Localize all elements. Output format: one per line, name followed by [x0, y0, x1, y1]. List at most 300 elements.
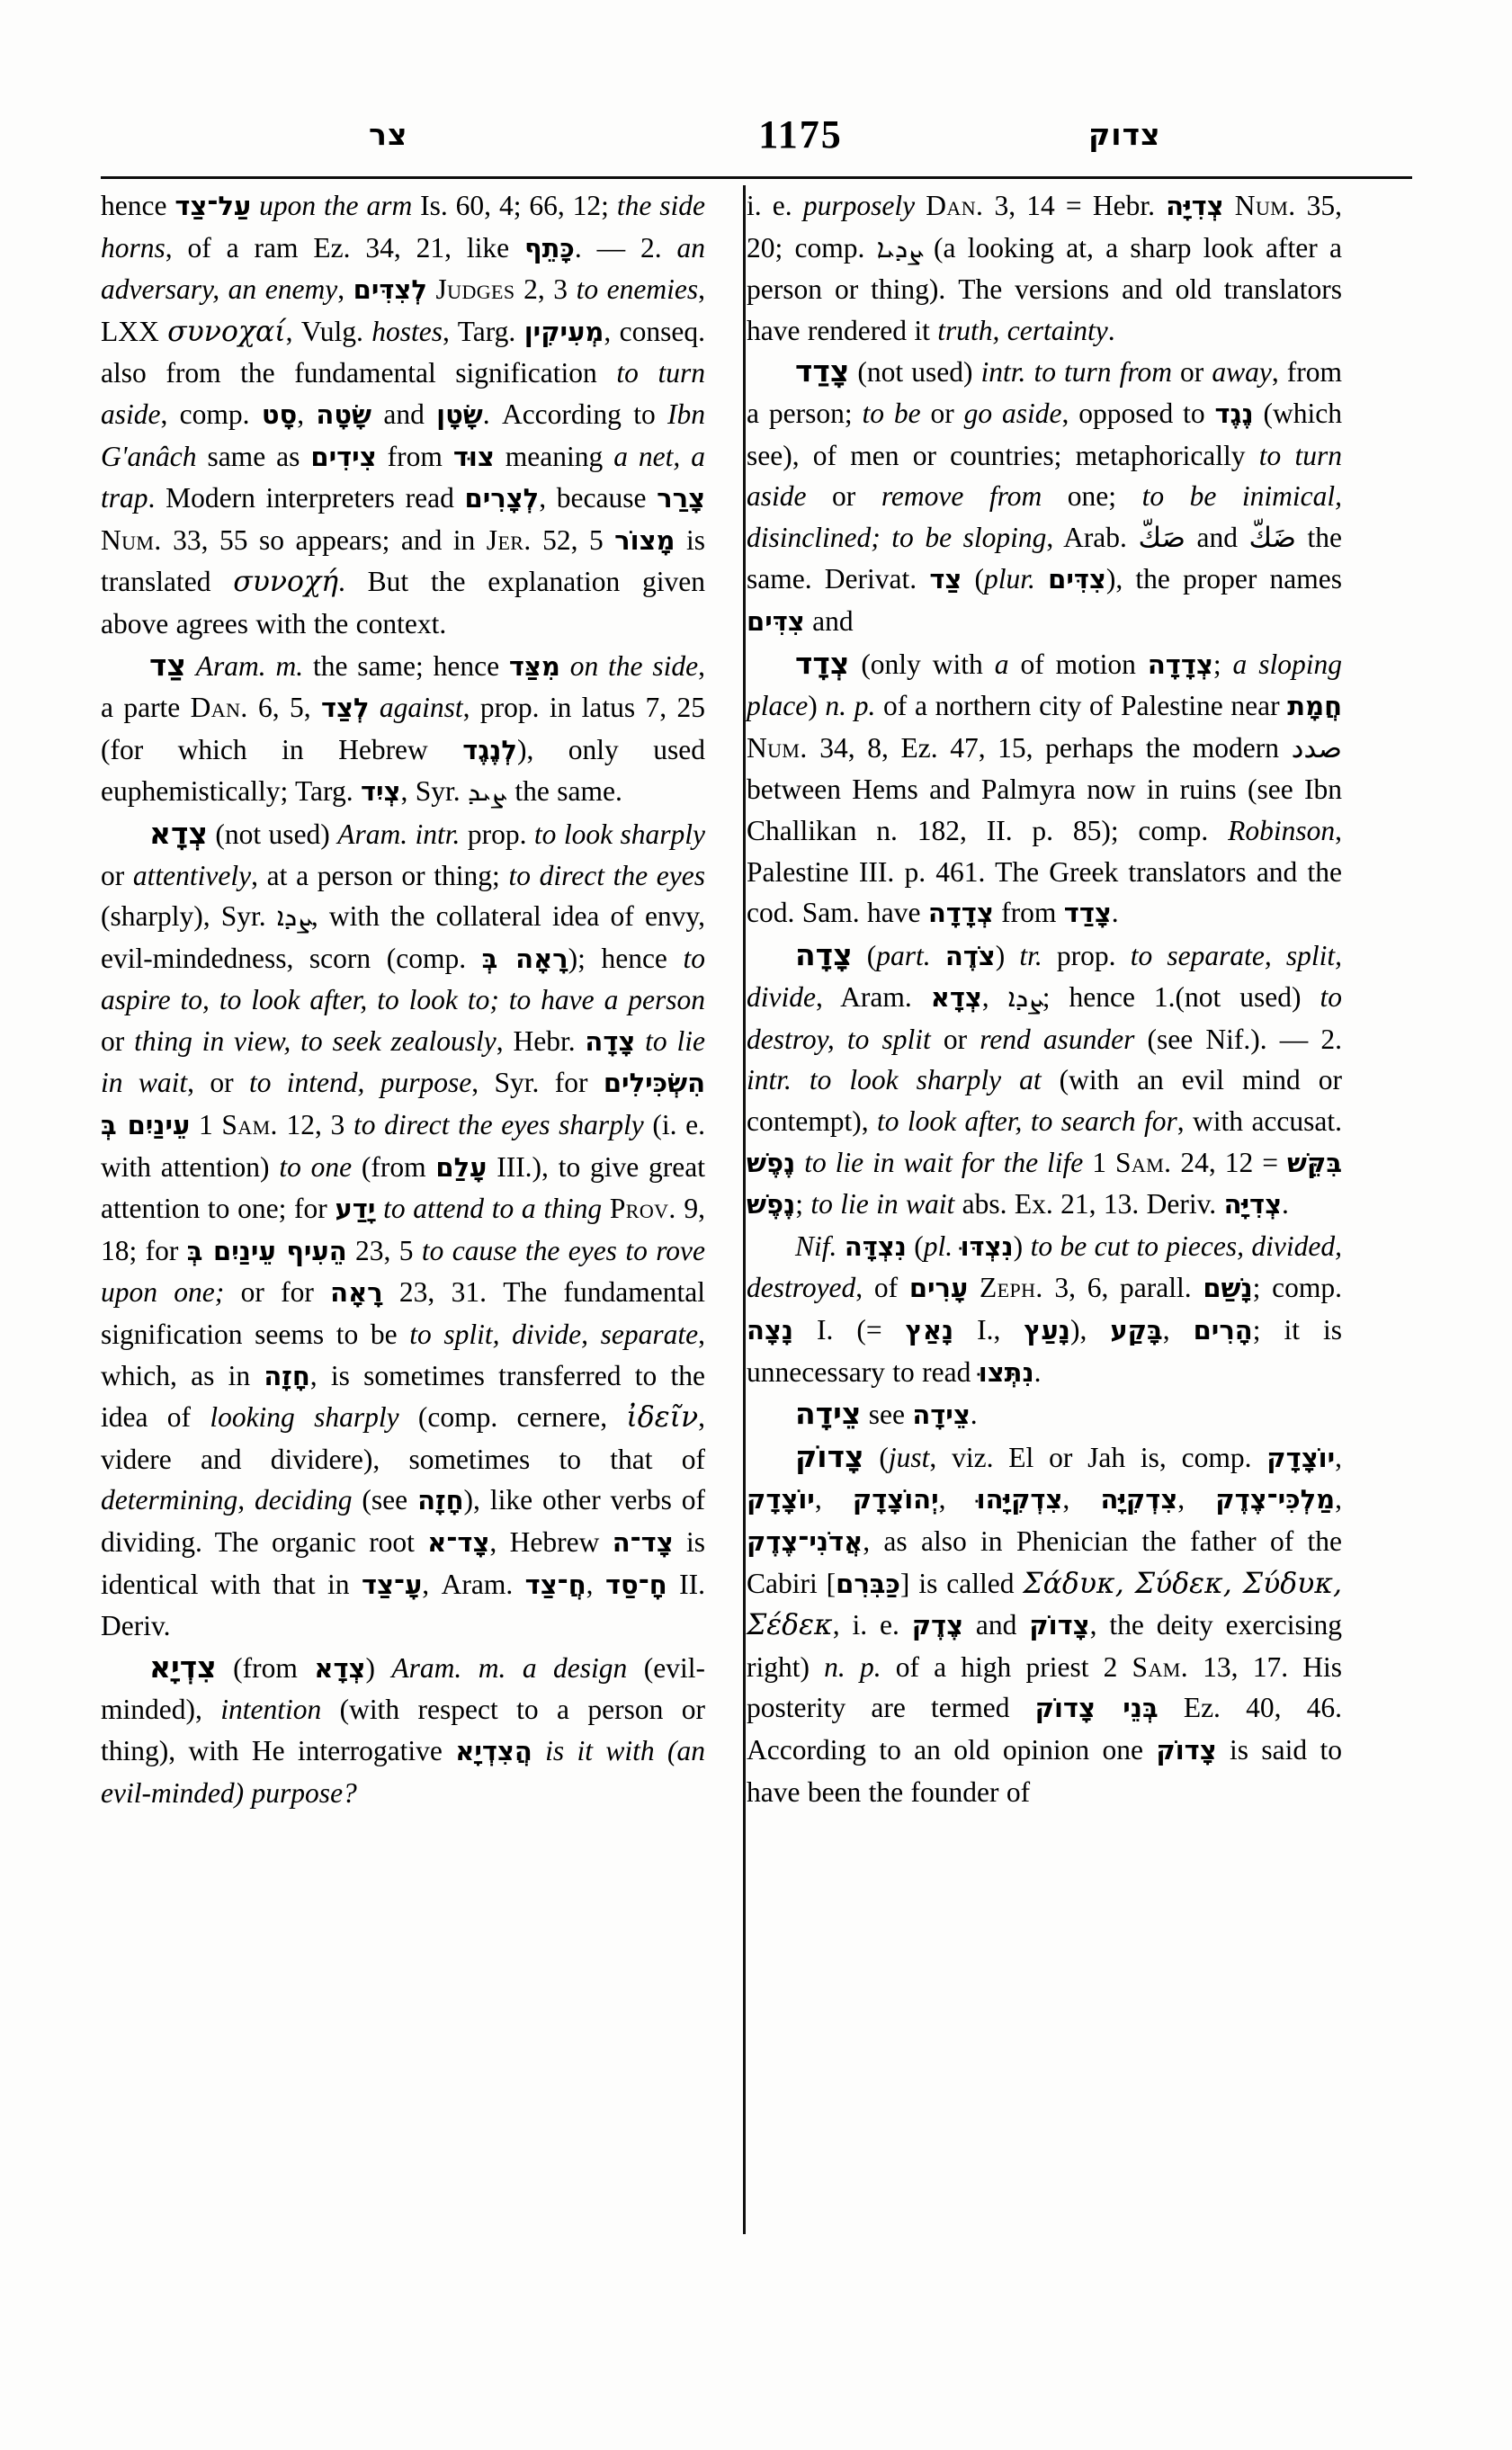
body-text: ; — [795, 1188, 811, 1221]
hebrew-text: צְדָדָה — [1147, 648, 1213, 680]
body-text: of a high priest 2 — [881, 1650, 1132, 1683]
body-text: 33, 55 so appears; and in — [161, 523, 487, 556]
body-text: ( — [962, 563, 985, 595]
body-text: one; — [1042, 480, 1142, 513]
body-text: , Hebr. — [496, 1024, 586, 1057]
scripture-reference: Num. — [1234, 190, 1296, 221]
gloss-text: Nif. — [795, 1229, 837, 1262]
hebrew-text: לְצָרִים — [464, 483, 540, 514]
hebrew-text: צְדָא — [314, 1652, 366, 1684]
body-text: ; comp. — [1252, 1272, 1342, 1304]
gloss-text: to be inimical, disinclined; to be sloping — [747, 480, 1343, 553]
body-text — [1035, 563, 1048, 595]
body-text: or — [920, 397, 964, 429]
gloss-text: to split, divide, separate — [409, 1319, 699, 1351]
hebrew-text: חֲ־צַד — [524, 1569, 586, 1600]
hebrew-text: מְעִיקִין — [523, 316, 604, 347]
body-text — [635, 1025, 645, 1057]
body-text — [186, 650, 196, 682]
body-text: prop. — [460, 818, 534, 850]
body-text: , videre and dividere), sometimes to that of — [101, 1401, 705, 1475]
dictionary-entry — [747, 643, 1342, 934]
body-text: 1 — [190, 1109, 222, 1141]
hebrew-text: לְנֶגֶד — [462, 734, 517, 765]
body-text: ; hence 1.(not used) — [1042, 981, 1320, 1014]
body-text — [532, 1735, 545, 1766]
body-text: , — [1177, 1483, 1216, 1516]
hebrew-text: חֲמָת — [1287, 691, 1342, 722]
body-text: I., — [953, 1314, 1024, 1346]
body-text: , comp. — [160, 398, 262, 430]
hebrew-text: צָד־ה — [612, 1527, 674, 1558]
body-text: (i. e. with attention) — [101, 1109, 706, 1183]
body-text: 2, 3 — [514, 273, 577, 306]
body-text: or for — [224, 1276, 331, 1309]
gloss-text: to one — [279, 1150, 353, 1183]
left-column — [101, 185, 721, 2254]
gloss-text: tr. — [1019, 939, 1042, 971]
hebrew-text: לְצִדִּים — [353, 274, 427, 306]
body-text: or — [101, 1024, 135, 1057]
body-text: or — [1171, 356, 1212, 389]
gloss-text: just — [888, 1441, 930, 1473]
gloss-text: go aside — [963, 397, 1062, 429]
gloss-text: to enemies — [576, 273, 699, 306]
greek-text: συνοχή — [233, 566, 338, 599]
body-text: ( — [906, 1229, 924, 1262]
body-text: from — [376, 440, 453, 472]
body-text: and — [1185, 521, 1249, 553]
body-text: 13, 17. His posterity are termed — [747, 1650, 1342, 1724]
hebrew-text: עֵינַיִם בְּ — [101, 1110, 191, 1141]
body-text: . — 2. — [574, 231, 677, 264]
body-text: ( — [863, 1441, 889, 1473]
gloss-text: to be cut to pieces, divided, destroyed — [747, 1229, 1343, 1304]
body-text: III.), to give great attention to one; for — [101, 1150, 705, 1225]
hebrew-text: חָ־סַד — [604, 1569, 667, 1600]
body-text — [1224, 190, 1235, 221]
body-text: , — [1335, 1441, 1342, 1473]
body-text: , from a person; — [747, 356, 1342, 429]
body-text: 40, 46. According to an old opinion one — [747, 1692, 1342, 1766]
body-text: 60, 4; 66, 12; — [447, 190, 617, 221]
body-text — [915, 190, 926, 221]
body-text: (from — [216, 1651, 315, 1684]
greek-text: συνοχαί — [167, 315, 286, 348]
dictionary-entry — [747, 934, 1342, 1226]
gloss-text: against — [379, 692, 463, 724]
body-text: 23, 5 — [346, 1234, 422, 1266]
body-text: i. e. — [747, 190, 803, 221]
entry-headword-hebrew: צַד — [149, 647, 186, 683]
hebrew-text: צֶדֶק — [911, 1610, 964, 1641]
body-text: , Hebrew — [489, 1526, 613, 1558]
hebrew-text: צְדָא — [930, 982, 982, 1014]
body-text: , i. e. — [832, 1609, 912, 1641]
body-text — [427, 273, 436, 305]
body-text: ) — [365, 1651, 392, 1684]
syriac-text: ܨܕܐ — [1007, 982, 1042, 1014]
scripture-reference: Dan. — [926, 190, 984, 221]
gloss-text: away — [1212, 356, 1272, 389]
body-text: , Syr. for — [471, 1067, 604, 1099]
body-text: , a parte — [101, 649, 705, 724]
gloss-text: a net, a trap — [101, 440, 706, 514]
body-text: , Aram. — [422, 1568, 525, 1600]
body-text: Ez. — [313, 231, 351, 264]
gloss-text: Robinson — [1228, 814, 1336, 846]
hebrew-text: הָרִים — [1193, 1315, 1253, 1346]
entry-headword-hebrew: צְדָא — [149, 815, 208, 851]
body-text — [370, 692, 380, 723]
dictionary-entry — [101, 1647, 705, 1813]
gloss-text: remove from — [881, 480, 1042, 513]
entry-headword-hebrew: צְדָד — [795, 645, 850, 681]
gloss-text: a sloping place — [747, 648, 1343, 722]
body-text: 21, 13. Deriv. — [1052, 1188, 1224, 1221]
hebrew-text: יְהוֹצָדָק — [852, 1484, 939, 1516]
gloss-text: to look after, to search for — [877, 1105, 1177, 1138]
running-head — [99, 106, 1412, 169]
body-text: ); hence — [568, 942, 684, 974]
body-text: 1 — [1083, 1146, 1115, 1178]
scripture-reference: Sam. — [1132, 1650, 1188, 1683]
gloss-text: thing in view, to seek zealously — [134, 1024, 497, 1057]
entry-headword-hebrew: צִדְיָא — [149, 1649, 217, 1685]
arabic-text: صدد — [1291, 731, 1342, 765]
hebrew-text: הִשְׂכִּילִים — [603, 1068, 705, 1099]
gloss-text: Aram. m. — [195, 649, 304, 682]
hebrew-text: עָ־צַד — [362, 1569, 423, 1600]
gloss-text: attentively — [132, 859, 252, 891]
body-text: prop. — [1042, 939, 1131, 971]
hebrew-text: נֶפֶשׁ — [747, 1147, 796, 1178]
body-text: ; — [1212, 648, 1233, 680]
gloss-text: to lie in wait for the life — [804, 1146, 1084, 1178]
hebrew-text: סָט — [261, 398, 298, 430]
syriac-text: ܨܕܝܐ — [876, 232, 922, 264]
body-text: the same. — [507, 775, 622, 808]
gloss-text: n. p. — [825, 690, 876, 722]
body-text — [1159, 1692, 1184, 1723]
body-text: , or — [187, 1067, 249, 1099]
gloss-text: part. — [876, 939, 931, 971]
hebrew-text: צוּד — [452, 441, 495, 472]
body-text: 52, 5 — [531, 523, 615, 556]
body-text: . — [1282, 1188, 1289, 1221]
body-text: 24, 12 = — [1171, 1146, 1287, 1178]
gloss-text: Aram. intr. — [337, 818, 461, 850]
body-text: or — [101, 859, 133, 891]
hebrew-text: הֵעִיף עֵינַיִם בְּ — [186, 1235, 347, 1266]
body-text: . — [1033, 1355, 1042, 1388]
body-text: (a looking at, a sharp look after a person or thing). The versions and old translators have rendered it — [747, 231, 1342, 346]
body-text: (see — [352, 1484, 418, 1516]
hebrew-text: נָאַץ — [905, 1315, 954, 1346]
dictionary-entry — [101, 645, 705, 813]
gloss-text: purposely — [802, 190, 916, 221]
body-text: (see Nif.). — 2. — [1134, 1023, 1342, 1055]
body-text: , — [1162, 1314, 1194, 1346]
gloss-text: looking sharply — [210, 1401, 399, 1434]
body-text: between Hems and Palmyra now in ruins (see Ibn Challikan n. 182, II. p. 85); comp. — [747, 773, 1342, 846]
body-text: , — [938, 1483, 977, 1516]
gloss-text: pl. — [923, 1229, 953, 1262]
body-text: (evil-minded), — [101, 1651, 705, 1726]
body-text: , because — [539, 482, 658, 514]
hebrew-text: נִצְדּוּ — [960, 1230, 1014, 1262]
scripture-reference: Sam. — [1115, 1146, 1172, 1178]
hebrew-text: צִדִּים — [747, 605, 805, 637]
body-text: II. Deriv. — [101, 1568, 705, 1642]
gloss-text: plur. — [984, 563, 1035, 595]
body-text — [795, 1147, 804, 1178]
body-text: same as — [196, 440, 311, 472]
hebrew-text: צָרַר — [657, 483, 706, 514]
body-text: , prop. in latus 7, 25 (for which in Hebrew — [101, 692, 706, 765]
gloss-text: to destroy, to split — [747, 981, 1343, 1055]
entry-headword-hebrew: צָדוֹק — [795, 1438, 864, 1474]
body-text: (not used) — [849, 356, 981, 389]
body-text — [837, 1230, 844, 1262]
gloss-text: determining, deciding — [101, 1484, 353, 1516]
body-text: . — [1107, 314, 1115, 346]
hebrew-text: חָזָה — [417, 1485, 464, 1516]
body-text: 34, 8, — [807, 731, 901, 764]
gloss-text: intr. — [747, 1064, 792, 1096]
dictionary-entry — [101, 185, 705, 645]
gloss-text: to direct the eyes sharply — [353, 1109, 644, 1141]
page-number: 1175 — [758, 112, 843, 156]
body-text: , Aram. — [815, 981, 931, 1014]
hebrew-text: צֵידָה — [912, 1399, 971, 1431]
dictionary-entry — [747, 351, 1342, 642]
arabic-text: ضَكّ — [1248, 521, 1296, 554]
greek-text: ἰδεῖν — [626, 1401, 699, 1435]
body-text: 12, 3 — [277, 1109, 353, 1141]
body-text: ) — [995, 939, 1020, 971]
scripture-reference: Jer. — [486, 523, 532, 556]
body-text — [560, 650, 570, 682]
body-text: 47, 15, perhaps the modern — [937, 731, 1292, 764]
gloss-text: to turn aside — [101, 357, 705, 430]
entry-headword-hebrew: צֵידָה — [795, 1396, 862, 1432]
hebrew-text: הֲצִדְיָא — [455, 1735, 532, 1766]
body-text: or — [930, 1023, 980, 1055]
body-text: , — [1335, 1483, 1343, 1516]
hebrew-text: צָדַד — [1063, 898, 1112, 929]
scripture-reference: Zeph. — [980, 1272, 1043, 1304]
hebrew-text: צִדְקִיָּה — [1100, 1484, 1178, 1516]
hebrew-text: מָצוֹר — [614, 524, 675, 556]
gloss-text: to aspire to, to look after, to look to; to have a person — [101, 942, 705, 1016]
running-head-right-hebrew: צדוק — [1088, 117, 1161, 152]
hebrew-text: עָרִים — [908, 1273, 969, 1304]
hebrew-text: בְּנֵי צָדוֹק — [1034, 1693, 1159, 1724]
body-text: ), the proper names — [1105, 563, 1342, 595]
hebrew-text: צָדוֹק — [1156, 1734, 1217, 1766]
gloss-text: to separate, split, divide — [747, 939, 1342, 1014]
hebrew-text: רָאָה בְּ — [481, 943, 568, 974]
body-text: ] is called — [899, 1567, 1024, 1599]
hebrew-text: צְיִד — [360, 776, 401, 808]
body-text: and — [371, 398, 437, 430]
body-text — [375, 1193, 383, 1224]
body-text: . Modern interpreters read — [148, 482, 465, 514]
syriac-text: ܨܕܐ — [276, 901, 311, 933]
body-text: , — [981, 981, 1008, 1014]
body-text: (only with — [849, 648, 995, 680]
body-text: ) — [1013, 1229, 1031, 1262]
body-text — [792, 1064, 810, 1095]
running-head-left-hebrew: צר — [369, 117, 408, 152]
body-text: . According to — [482, 398, 667, 430]
scripture-reference: Num. — [747, 731, 808, 764]
scripture-reference: Judges — [435, 273, 515, 306]
hebrew-text: צָדוֹק — [1029, 1610, 1090, 1641]
body-text: 3, 6, parall. — [1042, 1272, 1203, 1304]
body-text: is identical with that in — [101, 1526, 705, 1600]
body-text: , Vulg. — [285, 315, 372, 347]
body-text: or — [806, 480, 881, 513]
gloss-text: rend asunder — [980, 1023, 1135, 1055]
body-columns — [101, 185, 1412, 2254]
gloss-text: a design — [522, 1651, 628, 1684]
gloss-text: to look sharply — [533, 818, 705, 850]
body-text: , of a ram — [165, 231, 314, 264]
hebrew-text: בָּקַע — [1110, 1315, 1163, 1346]
body-text: . But the explanation given above agrees with the context. — [101, 566, 705, 639]
body-text — [931, 940, 945, 971]
hebrew-text: נֶגֶד — [1214, 398, 1254, 429]
syriac-text: ܨܝܕ — [468, 776, 508, 808]
body-text: , Syr. — [400, 775, 469, 808]
body-text: . — [970, 1399, 978, 1431]
body-text: (with an evil mind or contempt), — [747, 1064, 1342, 1138]
body-text: ), — [1069, 1314, 1111, 1346]
hebrew-text: צְדִיָּה — [1223, 1189, 1283, 1221]
hebrew-text: נָעַץ — [1024, 1315, 1070, 1346]
body-text: Ez. — [900, 731, 938, 764]
gloss-text: to cause the eyes to rove upon one; — [101, 1234, 705, 1309]
body-text: hence — [101, 190, 175, 221]
body-text: (with respect to a person or thing), with He interrogative — [101, 1694, 705, 1766]
hebrew-text: שָׂטָה — [316, 398, 372, 430]
greek-text: Σάδυκ, Σύδεκ, Σύδυκ, Σέδεκ — [747, 1567, 1342, 1642]
hebrew-text: יוֹצָדָק — [747, 1484, 815, 1516]
body-text: 23, 31. The fundamental signification seems to be — [101, 1276, 705, 1351]
scripture-reference: Dan. — [190, 692, 248, 724]
hebrew-text: נִצְדָּה — [844, 1230, 907, 1262]
body-text: Ex. — [1014, 1188, 1053, 1221]
hebrew-text: צָד־א — [427, 1527, 490, 1558]
gloss-text: truth, certainty — [937, 314, 1108, 346]
body-text: , with the collateral idea of envy, evil-mindedness, scorn (comp. — [101, 900, 706, 974]
body-text: (comp. cernere, — [398, 1401, 627, 1434]
body-text: , — [1062, 1483, 1101, 1516]
hebrew-text: אֲדֹנִי־צֶדֶק — [747, 1526, 863, 1557]
body-text: ), like other verbs of dividing. The organic root — [101, 1484, 706, 1558]
body-text: , opposed to — [1061, 397, 1215, 429]
body-text — [953, 1230, 960, 1262]
gloss-text: to turn from — [1033, 356, 1172, 389]
body-text: 3, 14 = Hebr. — [983, 190, 1167, 221]
body-text: ( — [852, 939, 877, 971]
hebrew-text: צַד — [929, 564, 962, 595]
body-text: the same; hence — [303, 649, 509, 682]
body-text: , at a person or thing; — [251, 859, 509, 891]
gloss-text: is it with (an evil-minded) purpose? — [101, 1734, 705, 1809]
body-text: meaning — [494, 440, 614, 472]
entry-headword-hebrew: צָדַד — [795, 353, 850, 389]
body-text: (which see), of men or countries; metaphorically — [747, 397, 1342, 471]
body-text: of motion — [1008, 648, 1148, 680]
gloss-text: to be — [862, 397, 921, 429]
body-text: the same. Derivat. — [747, 521, 1343, 595]
body-text: (sharply), Syr. — [101, 900, 277, 933]
body-text — [505, 1652, 522, 1684]
body-text: , Targ. — [443, 315, 524, 347]
gloss-text: the side horns — [101, 190, 705, 264]
body-text: , with accusat. — [1176, 1105, 1343, 1138]
hebrew-text: שָׂטָן — [436, 398, 483, 430]
body-text: and — [963, 1609, 1030, 1641]
hebrew-text: חָזָה — [264, 1360, 310, 1391]
hebrew-text: צִדְקִיָּהוּ — [976, 1484, 1063, 1516]
gloss-text: intention — [220, 1694, 322, 1726]
hebrew-text: נָצָה — [747, 1315, 793, 1346]
hebrew-text: צְדִיָּה — [1166, 191, 1224, 221]
body-text: . — [1111, 897, 1119, 929]
body-text: , of — [855, 1272, 909, 1304]
gloss-text: to look sharply at — [809, 1064, 1042, 1096]
hebrew-text: יָדַע — [335, 1194, 376, 1225]
hebrew-text: צִידִים — [310, 441, 377, 472]
hebrew-text: נָשַׁם — [1203, 1273, 1253, 1304]
gloss-text: to turn aside — [747, 439, 1342, 513]
hebrew-text: צֹדֶה — [944, 940, 996, 971]
gloss-text: to attend to a thing — [383, 1193, 603, 1225]
gloss-text: n. p. — [824, 1650, 881, 1683]
body-text: and — [804, 604, 854, 637]
gloss-text: Ibn G'anâch — [101, 398, 705, 472]
body-text: , is sometimes transferred to the idea of — [101, 1359, 705, 1434]
dictionary-entry — [747, 1226, 1342, 1393]
dictionary-entry — [101, 813, 705, 1647]
hebrew-text: נִתְּצוּ — [978, 1356, 1034, 1388]
right-column — [721, 185, 1342, 2254]
gloss-text: hostes — [371, 315, 443, 347]
body-text: ) — [808, 690, 826, 722]
hebrew-text: צָדָה — [585, 1025, 636, 1057]
body-text: 6, 5, — [247, 692, 321, 724]
hebrew-text: מִצַּד — [508, 650, 560, 682]
gloss-text: Aram. m. — [391, 1651, 506, 1684]
body-text: 34, 21, like — [350, 231, 525, 264]
gloss-text: to direct the eyes — [508, 859, 705, 891]
body-text — [602, 1193, 610, 1224]
body-text: , as also in Phenician the father of the Cabiri [ — [747, 1525, 1342, 1599]
body-text: , Arab. — [1046, 521, 1139, 553]
hebrew-text: צִדִּים — [1048, 564, 1106, 595]
entry-headword-hebrew: צָדָה — [795, 936, 853, 972]
hebrew-text: צְדָדָה — [927, 898, 994, 929]
hebrew-text: כַּבִּרִם — [836, 1568, 900, 1599]
body-text: , — [297, 398, 317, 430]
hebrew-text: בִּקֵּשׁ נֶפֶשׁ — [747, 1147, 1343, 1221]
body-text: (not used) — [207, 818, 338, 850]
scripture-reference: Num. — [101, 523, 162, 556]
